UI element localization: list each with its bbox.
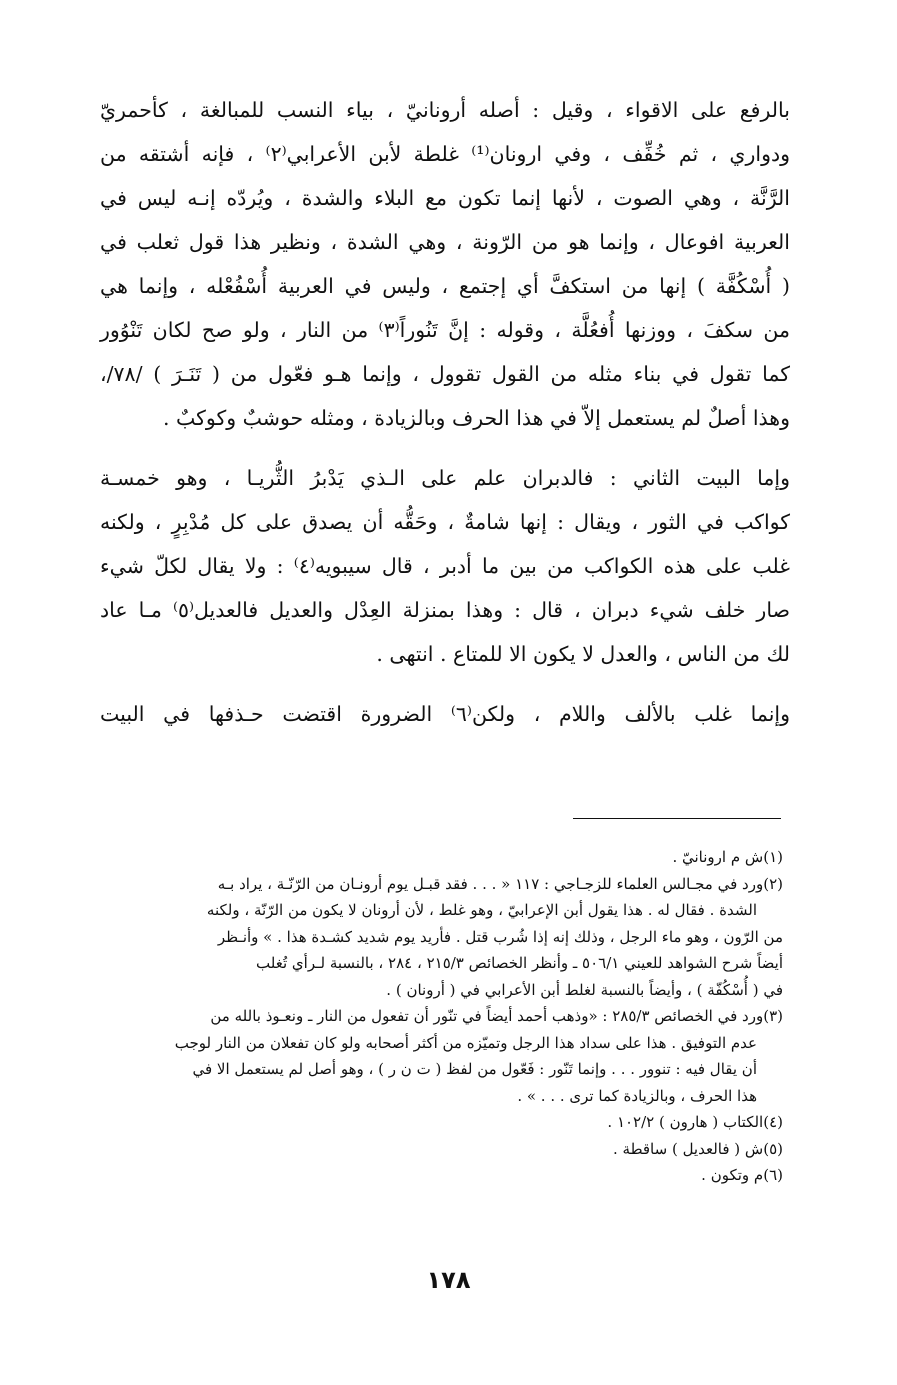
footnote-label: (٤) [763, 1113, 783, 1131]
footnotes [78, 844, 783, 1189]
footnote-label: (١) [763, 848, 783, 866]
text-line: وإما البيت الثاني : فالدبران علم على الـذي يَدْبرُ الثُّريـا ، وهو خمسـة [100, 466, 790, 490]
footnote-6 [78, 1162, 783, 1189]
main-text [100, 88, 790, 736]
footnote-text: الكتاب ( هارون ) ١٠٢/٢ . [607, 1113, 764, 1131]
footnote-text: م وتكون . [701, 1166, 764, 1184]
footnote-text: أيضاً شرح الشواهد للعيني ٥٠٦/١ ـ وأنظر الخصائص ٢١٥/٣ ، ٢٨٤ ، بالنسبة لـرأي تُغلب [256, 954, 783, 972]
footnote-4 [78, 1109, 783, 1136]
footnote-text: ش ( فالعديل ) ساقطة . [612, 1139, 764, 1158]
text-line: ( أُسْكُفَّة ) إنها من استكفَّ أي إجتمع ، وليس في العربية أُسْفُعْله ، وإنما هي [100, 274, 790, 298]
footnote-5 [78, 1136, 783, 1163]
footnote-3 [78, 1003, 783, 1109]
footnote-text: أن يقال فيه : تنوور . . . وإنما تَنّور : فَعّول من لفظ ( ت ن ر ) ، وهو أصل لم يستعمل الا في [192, 1060, 757, 1078]
text-line: العربية افوعال ، وإنما هو من الرّونة ، وهي الشدة ، ونظير هذا قول ثعلب في [100, 230, 790, 254]
text-line: ودواري ، ثم خُفِّف ، وفي ارونان⁽¹⁾ غلطة لأبن الأعرابي⁽٢⁾ ، فإنه أشتقه من [100, 142, 790, 166]
text-line: كواكب في الثور ، ويقال : إنها شامةٌ ، وحَقُّه أن يصدق على كل مُدْبِرٍ ، ولكنه [100, 510, 790, 534]
footnote-label: (٣) [763, 1007, 783, 1025]
footnote-text: ورد في الخصائص ٢٨٥/٣ : «وذهب أحمد أيضاً في تنّور أن تفعول من النار ـ ونعـوذ بالله من [210, 1007, 764, 1025]
footnote-text: من الرّون ، وهو ماء الرجل ، وذلك إنه إذا شُرب قتل . فأريد يوم شديد كشـدة هذا . » وأنـظر [217, 927, 783, 946]
footnote-label: (٢) [763, 874, 783, 893]
footnote-text: ورد في مجـالس العلماء للزجـاجي : ١١٧ « . . . فقد قبـل يوم أرونـان من الرّنّـة ، يراد بـه [217, 874, 764, 893]
text-line: صار خلف شيء دبران ، قال : وهذا بمنزلة العِدْل والعديل فالعديل⁽٥⁾ مـا عاد [100, 598, 790, 622]
footnote-label: (٥) [763, 1139, 783, 1158]
text-line: غلب على هذه الكواكب من بين ما أدبر ، قال سيبويه⁽٤⁾ : ولا يقال لكلّ شيء [100, 554, 791, 578]
text-line: من سكفَ ، ووزنها أُفعُلَّة ، وقوله : إنَّ تَنُوراً⁽٣⁾ من النار ، ولو صح لكان تَنْوُور [100, 318, 790, 342]
text-line: كما تقول في بناء مثله من القول تقوول ، وإنما هـو فعّول من ( تَنَـرَ ) /٧٨/، [100, 362, 790, 386]
footnote-separator [573, 818, 781, 819]
page-number: ١٧٨ [426, 1266, 471, 1294]
text-line: الرَّنَّة ، وهي الصوت ، لأنها إنما تكون مع البلاء والشدة ، ويُردّه إنـه ليس في [100, 186, 790, 210]
footnote-text: الشدة . فقال له . هذا يقول أبن الإعرابيّ ، وهو غلط ، لأن أرونان لا يكون من الرّنّة ، ولكنه [206, 901, 757, 919]
footnote-text: عدم التوفيق . هذا على سداد هذا الرجل وتميّزه من أكثر أصحابه ولو كان تفعلان من النار لوجب [174, 1033, 757, 1052]
footnote-2 [78, 871, 783, 1004]
text-line: وإنما غلب بالألف واللام ، ولكن⁽٦⁾ الضرورة اقتضت حـذفها في البيت [100, 702, 790, 726]
footnote-text: في ( أُسْكُفّة ) ، وأيضاً بالنسبة لغلط أبن الأعرابي في ( أرونان ) . [386, 980, 783, 999]
text-line: بالرفع على الاقواء ، وقيل : أصله أرونانيّ ، بياء النسب للمبالغة ، كأحمريّ [100, 98, 790, 122]
footnote-label: (٦) [763, 1166, 783, 1184]
footnote-text: ش م ارونانيّ . [672, 848, 764, 866]
footnote-text: هذا الحرف ، وبالزيادة كما ترى . . . » . [517, 1086, 757, 1105]
text-line: وهذا أصلٌ لم يستعمل إلاّ في هذا الحرف وبالزيادة ، ومثله حوشبٌ وكوكبٌ . [162, 406, 790, 430]
footnote-1 [78, 844, 783, 871]
text-line: لك من الناس ، والعدل لا يكون الا للمتاع . انتهى . [376, 642, 790, 666]
